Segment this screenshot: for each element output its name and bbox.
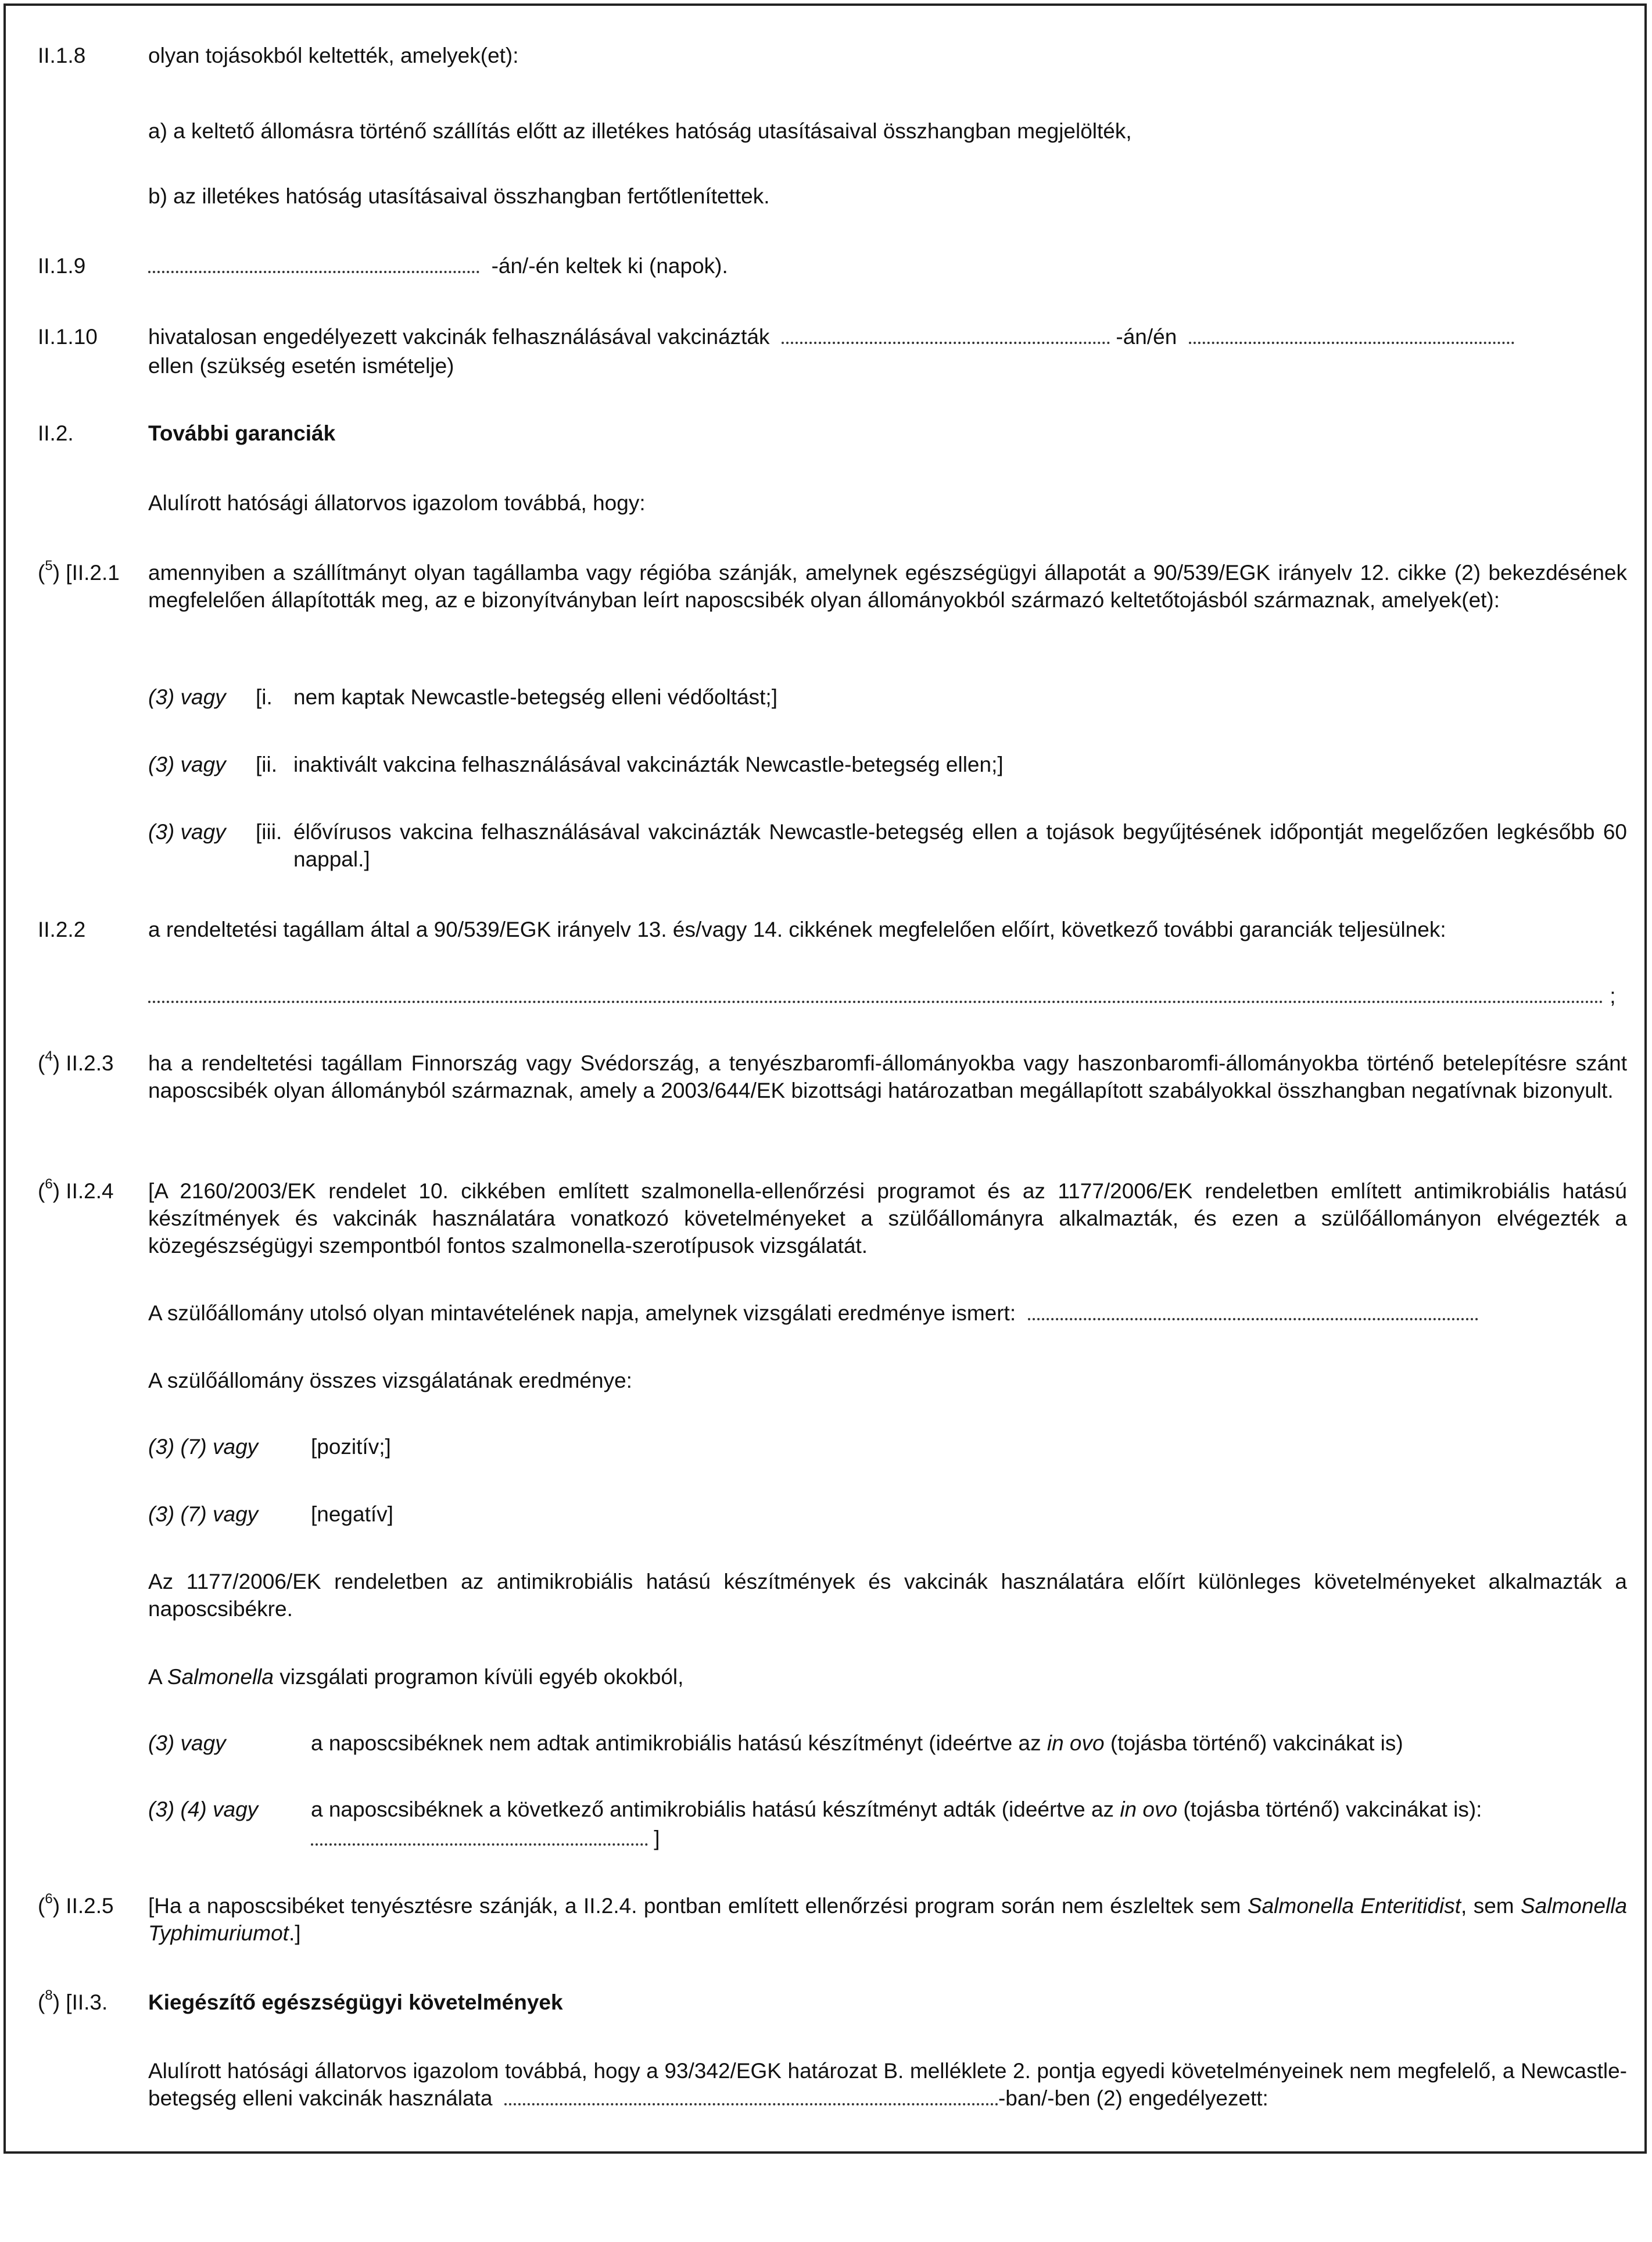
- section-text: -án/-én keltek ki (napok).: [148, 252, 1627, 280]
- footnote-ref: ($^6$): [38, 1890, 60, 1918]
- result-tag: (3) (7) vagy: [148, 1502, 259, 1526]
- antimicrobial-text: Az 1177/2006/EK rendeletben az antimikrobiális hatású készítmények és vakcinák használatára előírt különleges követelményeket alkalmazták a naposcsibékre.: [148, 1570, 1627, 1621]
- document-frame: [3, 3, 1647, 2154]
- fill-in-dots: [1189, 323, 1514, 344]
- item-b: b) az illetékes hatóság utasításaival összhangban fertőtlenítettek.: [148, 184, 770, 208]
- option-text: nem kaptak Newcastle-betegség elleni védőoltást;]: [293, 685, 777, 709]
- section-number: ($^4$) II.2.3: [38, 1048, 114, 1075]
- section-number: ($^6$) II.2.5: [38, 1890, 114, 1918]
- result-text: [negatív]: [311, 1502, 393, 1526]
- option-tag: (3) (4) vagy: [148, 1797, 259, 1821]
- footnote-ref: ($^8$): [38, 1987, 60, 2014]
- option-tag: (3) vagy: [148, 820, 226, 844]
- section-text: Alulírott hatósági állatorvos igazolom továbbá, hogy a 93/342/EGK határozat B. melléklete 2. pontja egyedi követelményeinek nem megfelelő, a Newcastle-betegség elleni vakcinák használata -ban/-ben (2) engedélyezett:: [148, 2059, 1627, 2110]
- option-fill-in: ]: [311, 1825, 660, 1852]
- salmonella-intro: A Salmonella vizsgálati programon kívüli egyéb okokból,: [148, 1665, 684, 1689]
- fill-in-dots: [504, 2085, 998, 2105]
- result-text: [pozitív;]: [311, 1435, 391, 1459]
- option-sub: [i.: [256, 685, 273, 709]
- section-number: II.1.8: [38, 44, 86, 67]
- option-tag: (3) vagy: [148, 753, 226, 776]
- fill-in-dots: [1028, 1299, 1478, 1320]
- option-text: inaktivált vakcina felhasználásával vakcinázták Newcastle-betegség ellen;]: [293, 753, 1004, 776]
- option-text: a naposcsibéknek a következő antimikrobiális hatású készítményt adták (ideértve az in ovo (tojásba történő) vakcinákat is):: [311, 1797, 1482, 1821]
- section-text: a rendeltetési tagállam által a 90/539/EGK irányelv 13. és/vagy 14. cikkének megfelelően előírt, következő további garanciák teljesülnek:: [148, 918, 1446, 941]
- option-sub: [iii.: [256, 820, 282, 844]
- section-number: II.2.: [38, 421, 74, 445]
- option-tag: (3) vagy: [148, 685, 226, 709]
- section-title: További garanciák: [148, 421, 336, 445]
- section-number: ($^5$) [II.2.1: [38, 557, 120, 585]
- last-sampling-date: A szülőállomány utolsó olyan mintavételének napja, amelynek vizsgálati eredménye ismert:: [148, 1299, 1627, 1327]
- section-intro: Alulírott hatósági állatorvos igazolom továbbá, hogy:: [148, 491, 646, 515]
- section-text: hivatalosan engedélyezett vakcinák felhasználásával vakcinázták -án/én: [148, 323, 1627, 350]
- option-text: a naposcsibéknek nem adtak antimikrobiális hatású készítményt (ideértve az in ovo (tojásba történő) vakcinákat is): [311, 1731, 1403, 1755]
- section-text: olyan tojásokból keltették, amelyek(et):: [148, 44, 519, 67]
- section-number: ($^6$) II.2.4: [38, 1176, 114, 1203]
- section-text: ha a rendeltetési tagállam Finnország vagy Svédország, a tenyészbaromfi-állományokba vagy haszonbaromfi-állományokba történő betelepítésre szánt naposcsibék olyan állományból származnak, amely a 2003/644/EK bizottsági határozatban megállapított szabályokkal összhangban negatívnak bizonyult.: [148, 1051, 1627, 1102]
- fill-in-dots: [311, 1825, 648, 1846]
- fill-in-dots: [148, 252, 479, 273]
- section-text-cont: ellen (szükség esetén ismételje): [148, 354, 454, 378]
- item-a: a) a keltető állomásra történő szállítás előtt az illetékes hatóság utasításaival összhangban megjelölték,: [148, 119, 1132, 143]
- option-text: élővírusos vakcina felhasználásával vakcinázták Newcastle-betegség ellen a tojások begyűjtésének időpontját megelőzően legkésőbb 60 nappal.]: [293, 820, 1627, 871]
- result-tag: (3) (7) vagy: [148, 1435, 259, 1459]
- option-tag: (3) vagy: [148, 1731, 226, 1755]
- section-number: ($^8$) [II.3.: [38, 1987, 108, 2014]
- footnote-ref: ($^4$): [38, 1048, 60, 1075]
- section-number: II.1.10: [38, 325, 98, 349]
- section-text: [Ha a naposcsibéket tenyésztésre szánják, a II.2.4. pontban említett ellenőrzési program során nem észleltek sem Salmonella Enteritidist, sem Salmonella Typhimuriumot.]: [148, 1894, 1628, 1945]
- fill-in-dots: [148, 982, 1604, 1003]
- section-title: Kiegészítő egészségügyi követelmények: [148, 1990, 563, 2014]
- footnote-ref: ($^6$): [38, 1176, 60, 1203]
- results-intro: A szülőállomány összes vizsgálatának eredménye:: [148, 1369, 632, 1392]
- fill-in-dots: [782, 323, 1110, 344]
- section-number: II.1.9: [38, 254, 86, 278]
- option-sub: [ii.: [256, 753, 277, 776]
- footnote-ref: ($^5$): [38, 557, 60, 585]
- fill-in-line: ;: [148, 982, 1627, 1009]
- section-number: II.2.2: [38, 918, 86, 941]
- section-text: amennyiben a szállítmányt olyan tagállamba vagy régióba szánják, amelynek egészségügyi állapotát a 90/539/EGK irányelv 12. cikke (2) bekezdésének megfelelően állapították meg, az e bizonyítványban leírt naposcsibék olyan állományokból származó keltetőtojásból származnak, amelyek(et):: [148, 561, 1627, 612]
- section-text: [A 2160/2003/EK rendelet 10. cikkében említett szalmonella-ellenőrzési programot és az 1177/2006/EK rendeletben említett antimikrobiális hatású készítmények és vakcinák használatára vonatkozó követelményeket a szülőállományra alkalmazták, és ezen a szülőállományon elvégezték a közegészségügyi szempontból fontos szalmonella-szerotípusok vizsgálatát.: [148, 1179, 1627, 1258]
